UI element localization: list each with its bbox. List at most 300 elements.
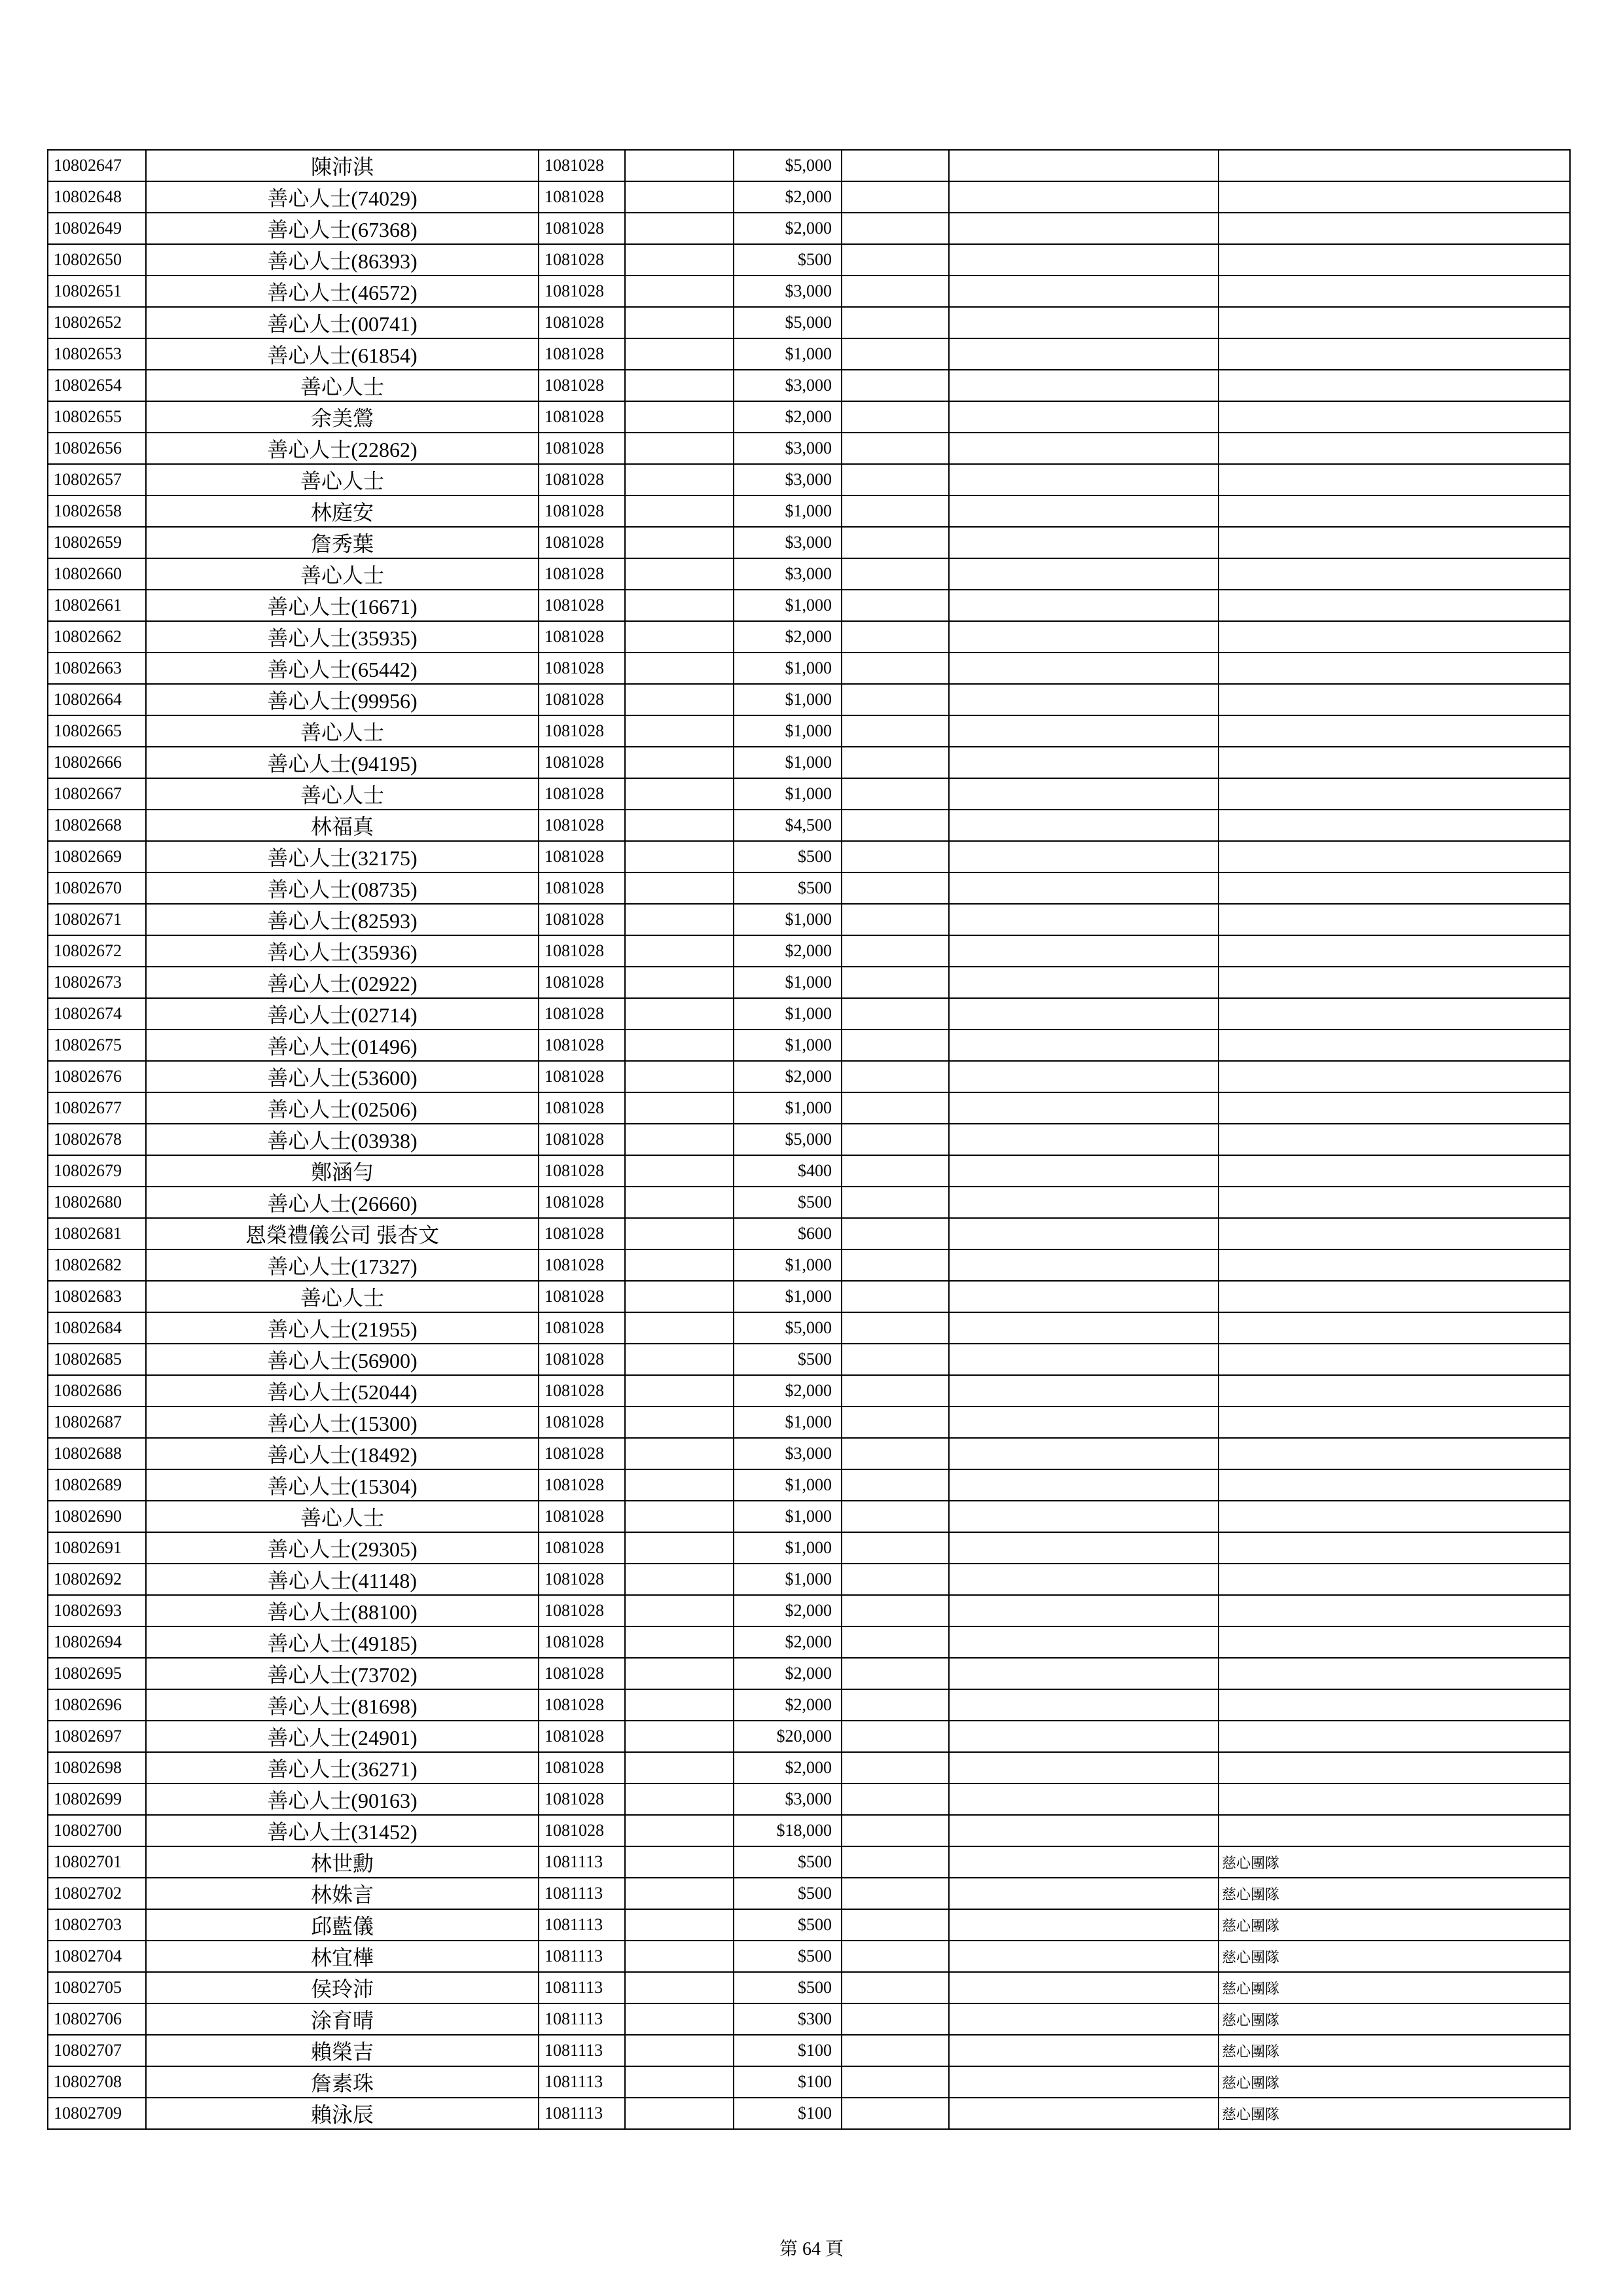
blank-cell	[842, 1941, 949, 1972]
receipt-number-cell: 10802705	[48, 1972, 146, 2003]
blank-cell	[625, 401, 734, 433]
blank-cell	[949, 1658, 1219, 1689]
receipt-number-cell: 10802683	[48, 1281, 146, 1312]
date-cell: 1081028	[539, 1249, 625, 1281]
amount-cell: $5,000	[734, 1124, 842, 1155]
receipt-number-cell: 10802702	[48, 1878, 146, 1909]
table-row	[48, 1155, 1570, 1187]
table-row	[48, 2098, 1570, 2129]
receipt-number-cell: 10802685	[48, 1344, 146, 1375]
blank-cell	[949, 495, 1219, 527]
donor-name-cell: 侯玲沛	[146, 1972, 539, 2003]
blank-cell	[625, 1249, 734, 1281]
table-row	[48, 338, 1570, 370]
blank-cell	[625, 2003, 734, 2035]
donor-name-cell: 善心人士(53600)	[146, 1061, 539, 1092]
donor-name-cell: 林姝言	[146, 1878, 539, 1909]
blank-cell	[842, 2066, 949, 2098]
donor-name-cell: 善心人士(24901)	[146, 1721, 539, 1752]
amount-cell: $2,000	[734, 181, 842, 213]
table-row	[48, 778, 1570, 810]
amount-cell: $2,000	[734, 213, 842, 244]
donor-name-cell: 善心人士(17327)	[146, 1249, 539, 1281]
table-row	[48, 150, 1570, 181]
date-cell: 1081028	[539, 1124, 625, 1155]
note-cell	[1219, 967, 1570, 998]
receipt-number-cell: 10802673	[48, 967, 146, 998]
blank-cell	[949, 1784, 1219, 1815]
amount-cell: $2,000	[734, 621, 842, 653]
table-row	[48, 1941, 1570, 1972]
receipt-number-cell: 10802703	[48, 1909, 146, 1941]
amount-cell: $500	[734, 1909, 842, 1941]
amount-cell: $3,000	[734, 276, 842, 307]
blank-cell	[949, 1187, 1219, 1218]
ledger-body	[48, 150, 1570, 2129]
blank-cell	[625, 2098, 734, 2129]
table-row	[48, 464, 1570, 495]
blank-cell	[625, 1030, 734, 1061]
date-cell: 1081028	[539, 1375, 625, 1407]
table-row	[48, 684, 1570, 715]
donor-name-cell: 善心人士(81698)	[146, 1689, 539, 1721]
note-cell: 慈心團隊	[1219, 1878, 1570, 1909]
date-cell: 1081028	[539, 904, 625, 935]
table-row	[48, 1532, 1570, 1564]
blank-cell	[842, 590, 949, 621]
blank-cell	[625, 747, 734, 778]
blank-cell	[949, 1846, 1219, 1878]
blank-cell	[949, 1218, 1219, 1249]
blank-cell	[625, 464, 734, 495]
amount-cell: $4,500	[734, 810, 842, 841]
blank-cell	[949, 1532, 1219, 1564]
note-cell	[1219, 1658, 1570, 1689]
receipt-number-cell: 10802709	[48, 2098, 146, 2129]
amount-cell: $1,000	[734, 495, 842, 527]
table-row	[48, 1344, 1570, 1375]
date-cell: 1081028	[539, 872, 625, 904]
date-cell: 1081028	[539, 276, 625, 307]
donor-name-cell: 善心人士(21955)	[146, 1312, 539, 1344]
note-cell	[1219, 464, 1570, 495]
blank-cell	[949, 1407, 1219, 1438]
donor-name-cell: 善心人士(02714)	[146, 998, 539, 1030]
blank-cell	[625, 590, 734, 621]
table-row	[48, 1689, 1570, 1721]
receipt-number-cell: 10802664	[48, 684, 146, 715]
donor-name-cell: 善心人士	[146, 370, 539, 401]
receipt-number-cell: 10802695	[48, 1658, 146, 1689]
table-row	[48, 527, 1570, 558]
blank-cell	[842, 181, 949, 213]
date-cell: 1081028	[539, 1438, 625, 1469]
blank-cell	[842, 433, 949, 464]
blank-cell	[625, 1972, 734, 2003]
blank-cell	[949, 307, 1219, 338]
date-cell: 1081028	[539, 1312, 625, 1344]
blank-cell	[842, 810, 949, 841]
note-cell	[1219, 307, 1570, 338]
blank-cell	[842, 558, 949, 590]
donor-name-cell: 善心人士(18492)	[146, 1438, 539, 1469]
note-cell: 慈心團隊	[1219, 2035, 1570, 2066]
table-row	[48, 715, 1570, 747]
donor-name-cell: 善心人士(73702)	[146, 1658, 539, 1689]
receipt-number-cell: 10802672	[48, 935, 146, 967]
table-row	[48, 841, 1570, 872]
note-cell	[1219, 181, 1570, 213]
amount-cell: $5,000	[734, 1312, 842, 1344]
blank-cell	[949, 1564, 1219, 1595]
receipt-number-cell: 10802665	[48, 715, 146, 747]
note-cell	[1219, 1218, 1570, 1249]
table-row	[48, 1061, 1570, 1092]
date-cell: 1081028	[539, 1218, 625, 1249]
blank-cell	[949, 935, 1219, 967]
note-cell: 慈心團隊	[1219, 2098, 1570, 2129]
donor-name-cell: 善心人士(35935)	[146, 621, 539, 653]
blank-cell	[625, 1501, 734, 1532]
blank-cell	[949, 1092, 1219, 1124]
note-cell	[1219, 1689, 1570, 1721]
table-row	[48, 2066, 1570, 2098]
table-row	[48, 1124, 1570, 1155]
blank-cell	[949, 621, 1219, 653]
table-row	[48, 1407, 1570, 1438]
blank-cell	[842, 1030, 949, 1061]
table-row	[48, 1752, 1570, 1784]
date-cell: 1081028	[539, 464, 625, 495]
amount-cell: $2,000	[734, 1658, 842, 1689]
donor-name-cell: 善心人士(32175)	[146, 841, 539, 872]
date-cell: 1081028	[539, 1501, 625, 1532]
blank-cell	[949, 904, 1219, 935]
blank-cell	[842, 1281, 949, 1312]
date-cell: 1081113	[539, 2003, 625, 2035]
table-row	[48, 872, 1570, 904]
receipt-number-cell: 10802708	[48, 2066, 146, 2098]
blank-cell	[949, 1972, 1219, 2003]
date-cell: 1081028	[539, 653, 625, 684]
date-cell: 1081028	[539, 998, 625, 1030]
table-row	[48, 1375, 1570, 1407]
blank-cell	[842, 621, 949, 653]
blank-cell	[625, 2066, 734, 2098]
donor-name-cell: 善心人士(22862)	[146, 433, 539, 464]
date-cell: 1081028	[539, 1092, 625, 1124]
donor-name-cell: 善心人士(99956)	[146, 684, 539, 715]
blank-cell	[949, 1030, 1219, 1061]
blank-cell	[842, 150, 949, 181]
amount-cell: $2,000	[734, 1689, 842, 1721]
donor-name-cell: 善心人士(46572)	[146, 276, 539, 307]
blank-cell	[842, 1218, 949, 1249]
table-row	[48, 1564, 1570, 1595]
donor-name-cell: 余美鶯	[146, 401, 539, 433]
note-cell	[1219, 1626, 1570, 1658]
receipt-number-cell: 10802653	[48, 338, 146, 370]
receipt-number-cell: 10802697	[48, 1721, 146, 1752]
donor-name-cell: 善心人士(67368)	[146, 213, 539, 244]
blank-cell	[842, 653, 949, 684]
donor-name-cell: 鄭涵勻	[146, 1155, 539, 1187]
blank-cell	[842, 1469, 949, 1501]
note-cell	[1219, 1249, 1570, 1281]
table-row	[48, 1249, 1570, 1281]
receipt-number-cell: 10802651	[48, 276, 146, 307]
donor-name-cell: 善心人士(00741)	[146, 307, 539, 338]
note-cell	[1219, 1092, 1570, 1124]
blank-cell	[625, 715, 734, 747]
amount-cell: $1,000	[734, 590, 842, 621]
blank-cell	[625, 244, 734, 276]
blank-cell	[842, 778, 949, 810]
receipt-number-cell: 10802649	[48, 213, 146, 244]
blank-cell	[625, 1344, 734, 1375]
donor-name-cell: 善心人士(31452)	[146, 1815, 539, 1846]
blank-cell	[949, 2066, 1219, 2098]
donor-name-cell: 林福真	[146, 810, 539, 841]
receipt-number-cell: 10802694	[48, 1626, 146, 1658]
donor-name-cell: 善心人士(41148)	[146, 1564, 539, 1595]
blank-cell	[625, 1469, 734, 1501]
amount-cell: $3,000	[734, 464, 842, 495]
blank-cell	[842, 1564, 949, 1595]
blank-cell	[842, 2035, 949, 2066]
blank-cell	[949, 1375, 1219, 1407]
blank-cell	[949, 213, 1219, 244]
blank-cell	[842, 1407, 949, 1438]
receipt-number-cell: 10802663	[48, 653, 146, 684]
blank-cell	[842, 1846, 949, 1878]
date-cell: 1081028	[539, 1030, 625, 1061]
blank-cell	[625, 1689, 734, 1721]
blank-cell	[949, 1155, 1219, 1187]
table-row	[48, 590, 1570, 621]
amount-cell: $1,000	[734, 967, 842, 998]
receipt-number-cell: 10802696	[48, 1689, 146, 1721]
blank-cell	[625, 1626, 734, 1658]
date-cell: 1081028	[539, 1344, 625, 1375]
donor-name-cell: 善心人士(52044)	[146, 1375, 539, 1407]
blank-cell	[949, 1281, 1219, 1312]
blank-cell	[949, 1124, 1219, 1155]
date-cell: 1081028	[539, 1564, 625, 1595]
table-row	[48, 967, 1570, 998]
blank-cell	[842, 998, 949, 1030]
amount-cell: $1,000	[734, 1030, 842, 1061]
blank-cell	[625, 1846, 734, 1878]
blank-cell	[949, 181, 1219, 213]
blank-cell	[949, 715, 1219, 747]
amount-cell: $1,000	[734, 1501, 842, 1532]
amount-cell: $500	[734, 841, 842, 872]
receipt-number-cell: 10802669	[48, 841, 146, 872]
blank-cell	[949, 1249, 1219, 1281]
receipt-number-cell: 10802674	[48, 998, 146, 1030]
donor-name-cell: 善心人士(65442)	[146, 653, 539, 684]
table-row	[48, 1469, 1570, 1501]
amount-cell: $2,000	[734, 1375, 842, 1407]
note-cell	[1219, 872, 1570, 904]
amount-cell: $100	[734, 2098, 842, 2129]
amount-cell: $1,000	[734, 747, 842, 778]
date-cell: 1081028	[539, 1784, 625, 1815]
table-row	[48, 810, 1570, 841]
blank-cell	[842, 1312, 949, 1344]
blank-cell	[842, 1249, 949, 1281]
blank-cell	[842, 1752, 949, 1784]
receipt-number-cell: 10802682	[48, 1249, 146, 1281]
note-cell	[1219, 1815, 1570, 1846]
table-row	[48, 1281, 1570, 1312]
donation-ledger-table	[47, 149, 1571, 2130]
blank-cell	[842, 1878, 949, 1909]
receipt-number-cell: 10802700	[48, 1815, 146, 1846]
blank-cell	[949, 244, 1219, 276]
note-cell	[1219, 1030, 1570, 1061]
blank-cell	[625, 967, 734, 998]
blank-cell	[625, 495, 734, 527]
blank-cell	[949, 1941, 1219, 1972]
blank-cell	[625, 181, 734, 213]
amount-cell: $2,000	[734, 935, 842, 967]
amount-cell: $1,000	[734, 684, 842, 715]
blank-cell	[842, 1784, 949, 1815]
blank-cell	[625, 213, 734, 244]
blank-cell	[625, 1532, 734, 1564]
blank-cell	[842, 1375, 949, 1407]
donor-name-cell: 善心人士	[146, 1281, 539, 1312]
blank-cell	[842, 495, 949, 527]
receipt-number-cell: 10802666	[48, 747, 146, 778]
donor-name-cell: 善心人士(56900)	[146, 1344, 539, 1375]
blank-cell	[842, 2098, 949, 2129]
blank-cell	[625, 935, 734, 967]
date-cell: 1081028	[539, 1658, 625, 1689]
receipt-number-cell: 10802650	[48, 244, 146, 276]
table-row	[48, 1846, 1570, 1878]
note-cell	[1219, 433, 1570, 464]
amount-cell: $1,000	[734, 1532, 842, 1564]
receipt-number-cell: 10802678	[48, 1124, 146, 1155]
table-row	[48, 1784, 1570, 1815]
amount-cell: $1,000	[734, 1469, 842, 1501]
note-cell	[1219, 1124, 1570, 1155]
blank-cell	[625, 1187, 734, 1218]
donor-name-cell: 善心人士(61854)	[146, 338, 539, 370]
donor-name-cell: 賴泳辰	[146, 2098, 539, 2129]
donor-name-cell: 善心人士	[146, 558, 539, 590]
blank-cell	[625, 1375, 734, 1407]
amount-cell: $500	[734, 1941, 842, 1972]
blank-cell	[625, 1092, 734, 1124]
date-cell: 1081028	[539, 810, 625, 841]
note-cell	[1219, 653, 1570, 684]
blank-cell	[949, 433, 1219, 464]
donor-name-cell: 善心人士(35936)	[146, 935, 539, 967]
donor-name-cell: 善心人士(86393)	[146, 244, 539, 276]
amount-cell: $3,000	[734, 527, 842, 558]
date-cell: 1081028	[539, 1469, 625, 1501]
amount-cell: $2,000	[734, 1752, 842, 1784]
blank-cell	[949, 401, 1219, 433]
date-cell: 1081028	[539, 213, 625, 244]
note-cell	[1219, 1501, 1570, 1532]
note-cell	[1219, 558, 1570, 590]
date-cell: 1081028	[539, 181, 625, 213]
blank-cell	[842, 1815, 949, 1846]
table-row	[48, 1092, 1570, 1124]
blank-cell	[625, 1061, 734, 1092]
blank-cell	[842, 276, 949, 307]
table-row	[48, 181, 1570, 213]
date-cell: 1081028	[539, 778, 625, 810]
blank-cell	[625, 150, 734, 181]
date-cell: 1081028	[539, 1689, 625, 1721]
blank-cell	[625, 370, 734, 401]
donor-name-cell: 善心人士(82593)	[146, 904, 539, 935]
blank-cell	[949, 338, 1219, 370]
receipt-number-cell: 10802660	[48, 558, 146, 590]
receipt-number-cell: 10802668	[48, 810, 146, 841]
donor-name-cell: 善心人士(15304)	[146, 1469, 539, 1501]
blank-cell	[842, 715, 949, 747]
table-row	[48, 1721, 1570, 1752]
note-cell	[1219, 1752, 1570, 1784]
blank-cell	[842, 967, 949, 998]
amount-cell: $500	[734, 1187, 842, 1218]
blank-cell	[949, 1878, 1219, 1909]
note-cell	[1219, 715, 1570, 747]
note-cell	[1219, 150, 1570, 181]
amount-cell: $500	[734, 1972, 842, 2003]
note-cell	[1219, 1595, 1570, 1626]
amount-cell: $3,000	[734, 558, 842, 590]
receipt-number-cell: 10802686	[48, 1375, 146, 1407]
blank-cell	[625, 778, 734, 810]
blank-cell	[625, 1721, 734, 1752]
date-cell: 1081028	[539, 495, 625, 527]
blank-cell	[842, 935, 949, 967]
receipt-number-cell: 10802676	[48, 1061, 146, 1092]
blank-cell	[842, 1721, 949, 1752]
note-cell	[1219, 1721, 1570, 1752]
receipt-number-cell: 10802679	[48, 1155, 146, 1187]
blank-cell	[949, 684, 1219, 715]
amount-cell: $100	[734, 2035, 842, 2066]
donor-name-cell: 善心人士(49185)	[146, 1626, 539, 1658]
blank-cell	[625, 1784, 734, 1815]
blank-cell	[625, 653, 734, 684]
date-cell: 1081113	[539, 1941, 625, 1972]
blank-cell	[949, 2098, 1219, 2129]
note-cell	[1219, 1784, 1570, 1815]
date-cell: 1081028	[539, 747, 625, 778]
note-cell: 慈心團隊	[1219, 1972, 1570, 2003]
table-row	[48, 558, 1570, 590]
blank-cell	[949, 2003, 1219, 2035]
amount-cell: $600	[734, 1218, 842, 1249]
note-cell	[1219, 778, 1570, 810]
table-row	[48, 1030, 1570, 1061]
blank-cell	[625, 1155, 734, 1187]
donor-name-cell: 善心人士(94195)	[146, 747, 539, 778]
note-cell	[1219, 1061, 1570, 1092]
receipt-number-cell: 10802691	[48, 1532, 146, 1564]
table-row	[48, 370, 1570, 401]
